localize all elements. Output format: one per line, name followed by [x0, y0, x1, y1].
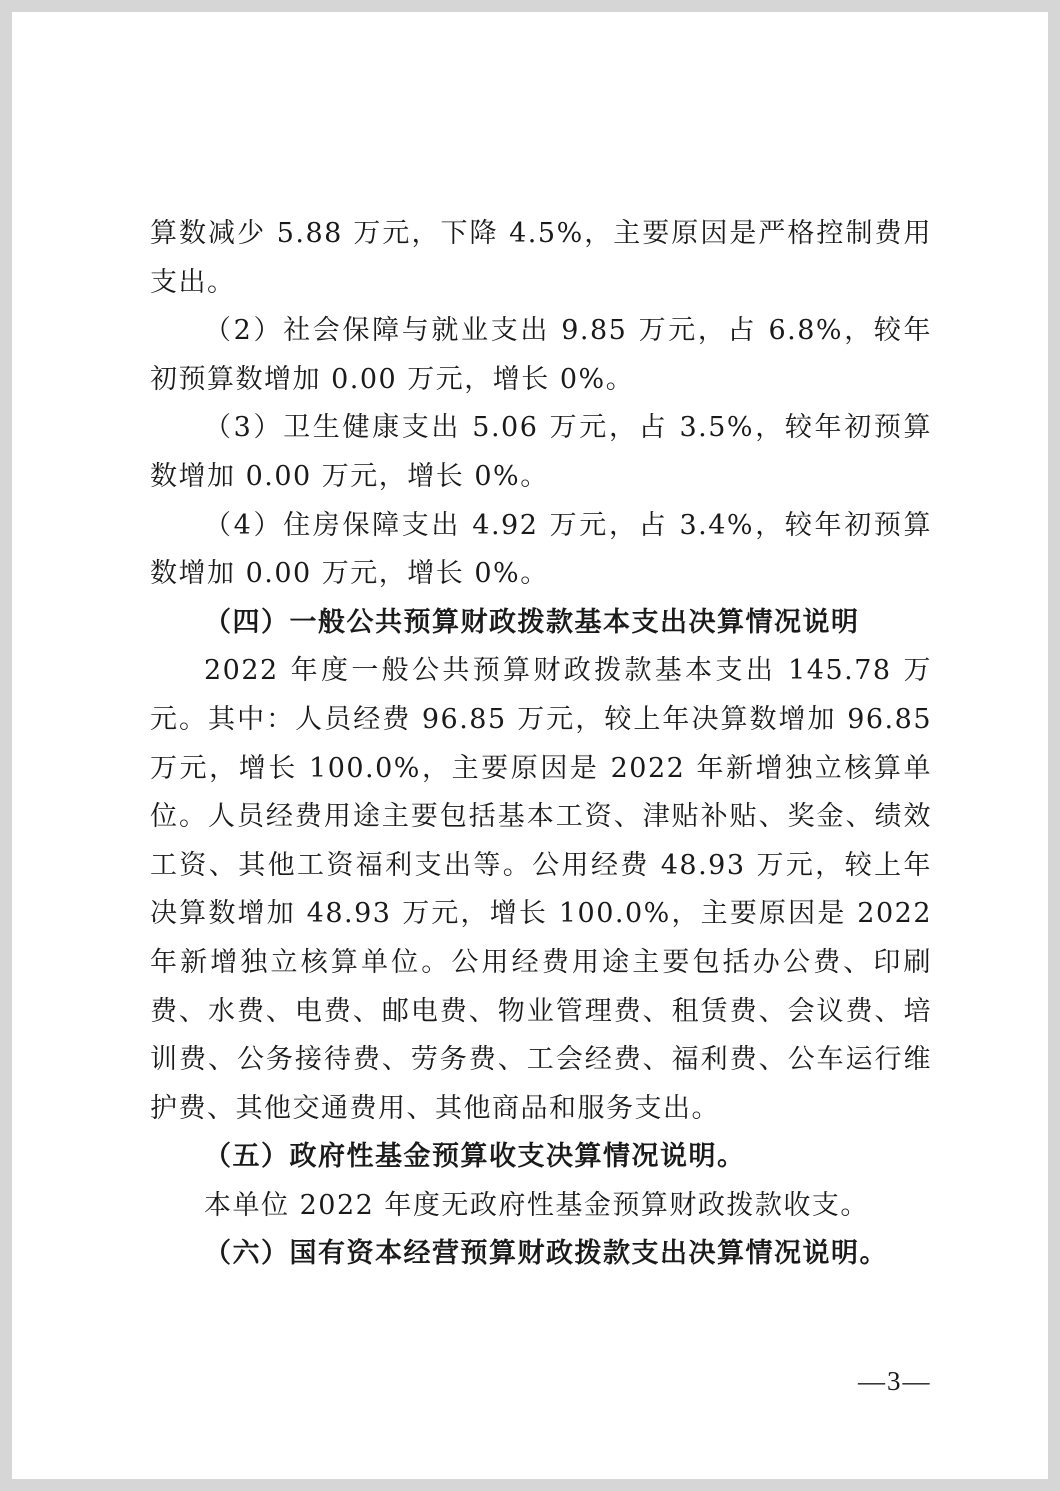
- paragraph-housing: （4）住房保障支出 4.92 万元，占 3.4%，较年初预算数增加 0.00 万元，增长 0%。: [150, 509, 932, 590]
- paragraph-government-fund: 本单位 2022 年度无政府性基金预算财政拨款收支。: [204, 1189, 869, 1221]
- section-heading-4: （四）一般公共预算财政拨款基本支出决算情况说明: [204, 606, 860, 638]
- paragraph-continuation: 算数减少 5.88 万元，下降 4.5%，主要原因是严格控制费用支出。: [150, 218, 932, 298]
- page-number: —3—: [858, 1366, 932, 1396]
- section-heading-6: （六）国有资本经营预算财政拨款支出决算情况说明。: [204, 1238, 888, 1270]
- section-heading-5: （五）政府性基金预算收支决算情况说明。: [204, 1141, 746, 1173]
- paragraph-health: （3）卫生健康支出 5.06 万元，占 3.5%，较年初预算数增加 0.00 万元，增长 0%。: [150, 412, 932, 492]
- paragraph-social-security: （2）社会保障与就业支出 9.85 万元，占 6.8%，较年初预算数增加 0.00 万元，增长 0%。: [150, 315, 932, 395]
- paragraph-basic-expenditure: 2022 年度一般公共预算财政拨款基本支出 145.78 万元。其中：人员经费 96.85 万元，较上年决算数增加 96.85 万元，增长 100.0%，主要原因是 2022 年新增独立核算单位。人员经费用途主要包括基本工资、津贴补贴、奖金、绩效工资、其他工资福利支出等。公用经费 48.93 万元，较上年决算数增加 48.93 万元，增长 100.0%，主要原因是 2022 年新增独立核算单位。公用经费用途主要包括办公费、印刷费、水费、电费、邮电费、物业管理费、租赁费、会议费、培训费、公务接待费、劳务费、工会经费、福利费、公车运行维护费、其他交通费用、其他商品和服务支出。: [150, 655, 932, 1124]
- document-body: [150, 210, 932, 1279]
- document-page: [12, 12, 1048, 1479]
